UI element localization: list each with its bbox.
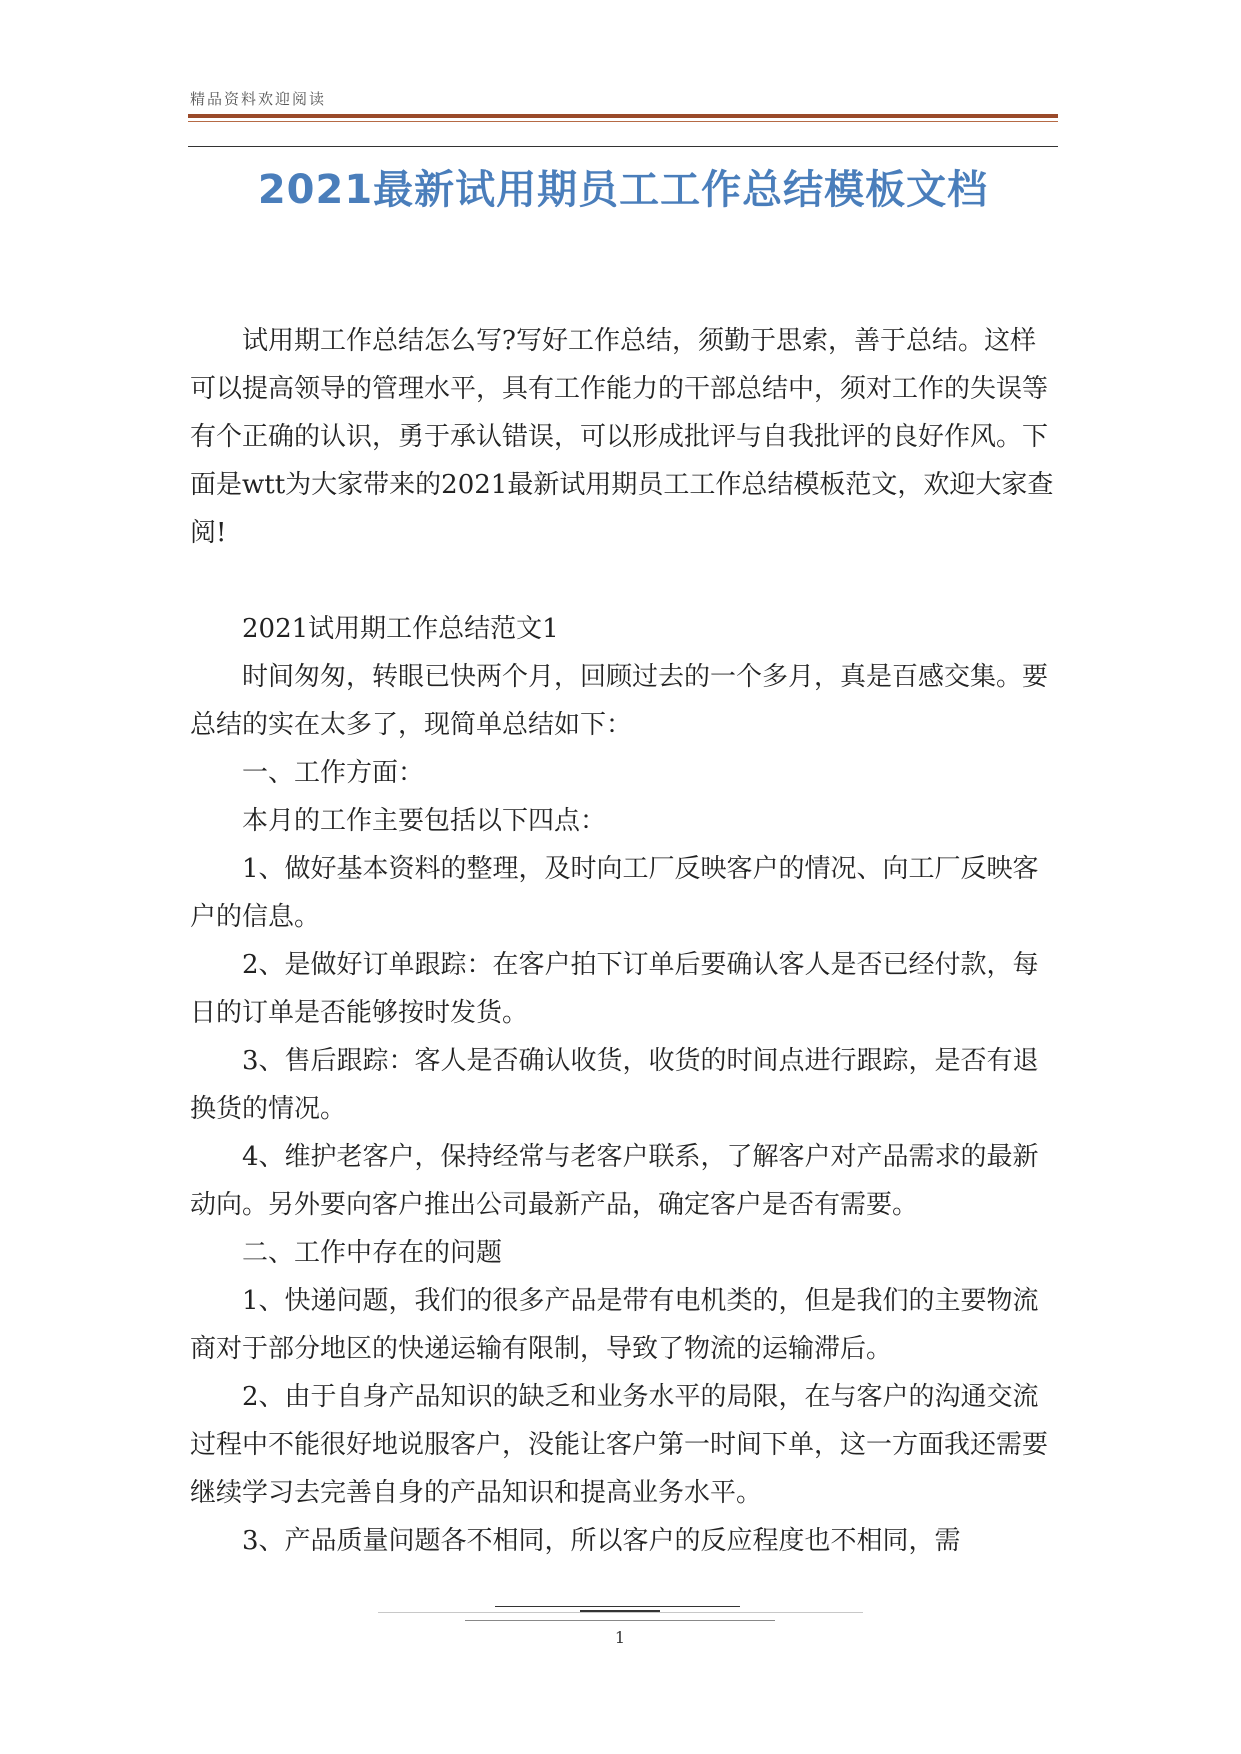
title-top-rule	[188, 146, 1058, 147]
paragraph-spacer	[190, 557, 1060, 605]
body-paragraph: 3、售后跟踪：客人是否确认收货，收货的时间点进行跟踪，是否有退换货的情况。	[190, 1046, 1039, 1124]
body-paragraph: 时间匆匆，转眼已快两个月，回顾过去的一个多月，真是百感交集。要总结的实在太多了，现简单总结如下：	[190, 662, 1049, 740]
body-paragraph: 3、产品质量问题各不相同，所以客户的反应程度也不相同，需	[242, 1526, 961, 1556]
header-rule-thin	[188, 121, 1058, 122]
intro-paragraph: 试用期工作总结怎么写?写好工作总结，须勤于思索，善于总结。这样可以提高领导的管理水平，具有工作能力的干部总结中，须对工作的失误等有个正确的认识，勇于承认错误，可以形成批评与自我批评的良好作风。下面是wtt为大家带来的2021最新试用期员工工作总结模板范文，欢迎大家查阅!	[190, 326, 1054, 548]
section-heading: 2021试用期工作总结范文1	[242, 614, 559, 644]
page-header-text: 精品资料欢迎阅读	[190, 90, 327, 108]
body-paragraph: 一、工作方面：	[242, 758, 425, 788]
header-rule-thick	[188, 114, 1058, 118]
page-number: 1	[614, 1628, 626, 1647]
body-paragraph: 1、快递问题，我们的很多产品是带有电机类的，但是我们的主要物流商对于部分地区的快递运输有限制，导致了物流的运输滞后。	[190, 1286, 1039, 1364]
body-paragraph: 本月的工作主要包括以下四点：	[242, 806, 607, 836]
body-paragraph: 2、由于自身产品知识的缺乏和业务水平的局限，在与客户的沟通交流过程中不能很好地说服客户，没能让客户第一时间下单，这一方面我还需要继续学习去完善自身的产品知识和提高业务水平。	[190, 1382, 1049, 1508]
document-body	[190, 317, 1060, 1565]
footer-rule	[378, 1612, 863, 1613]
body-paragraph: 2、是做好订单跟踪：在客户拍下订单后要确认客人是否已经付款，每日的订单是否能够按时发货。	[190, 950, 1039, 1028]
body-paragraph: 1、做好基本资料的整理，及时向工厂反映客户的情况、向工厂反映客户的信息。	[190, 854, 1039, 932]
document-title: 2021最新试用期员工工作总结模板文档	[257, 167, 989, 213]
body-paragraph: 二、工作中存在的问题	[242, 1238, 503, 1268]
footer-rule	[465, 1620, 775, 1621]
body-paragraph: 4、维护老客户，保持经常与老客户联系，了解客户对产品需求的最新动向。另外要向客户推出公司最新产品，确定客户是否有需要。	[190, 1142, 1039, 1220]
footer-rule	[495, 1606, 740, 1607]
